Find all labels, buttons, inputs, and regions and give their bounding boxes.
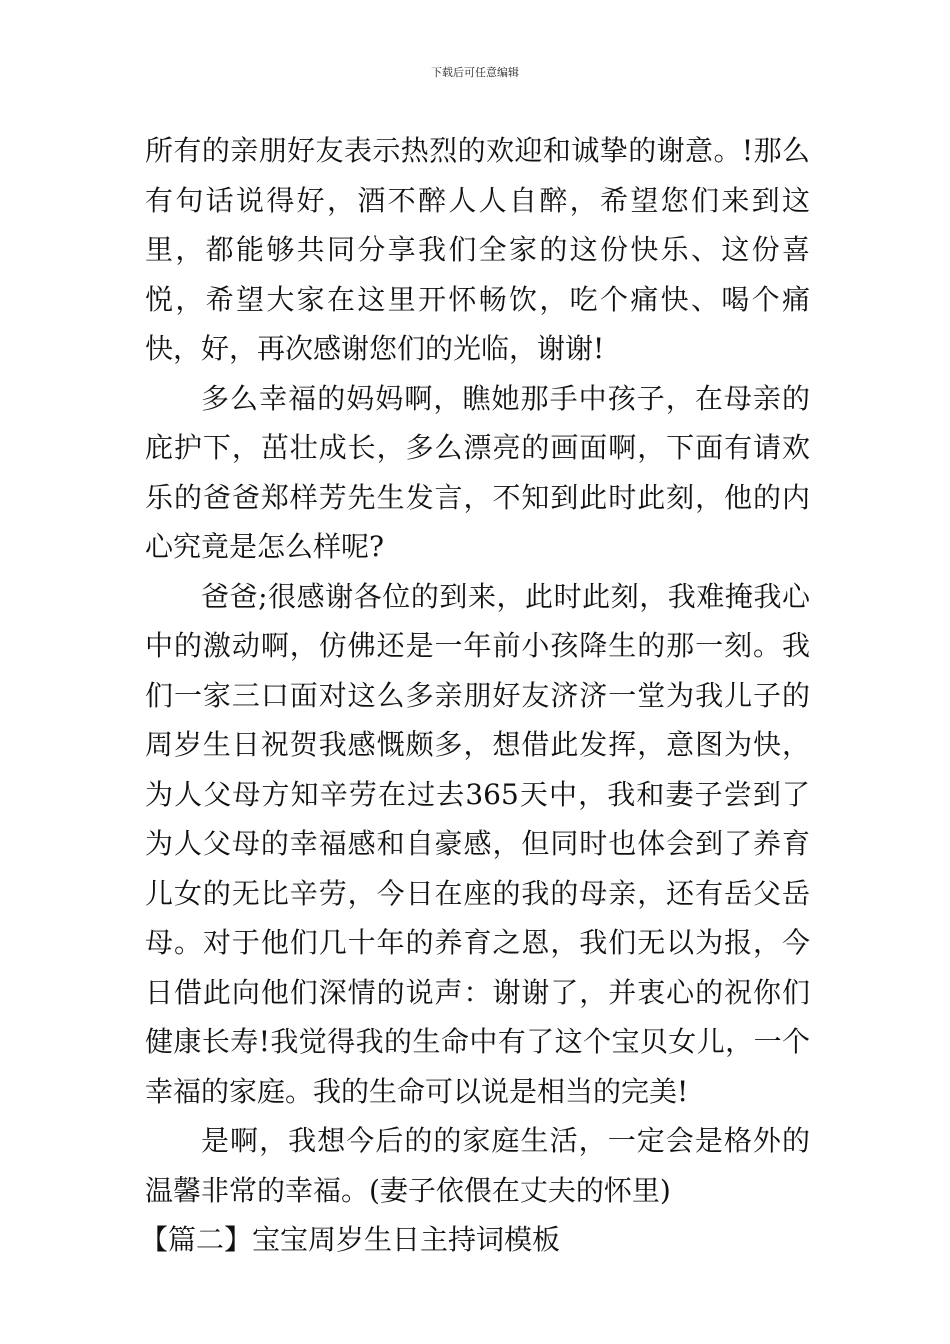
paragraph-welcome-closing: 所有的亲朋好友表示热烈的欢迎和诚挚的谢意。!那么有句话说得好，酒不醉人人自醉，希望您们来到这里，都能够共同分享我们全家的这份快乐、这份喜悦，希望大家在这里开怀畅饮，吃个痛快、喝个痛快，好，再次感谢您们的光临，谢谢!	[145, 134, 810, 365]
paragraph-host-response: 是啊，我想今后的的家庭生活，一定会是格外的温馨非常的幸福。(妻子依偎在丈夫的怀里)	[145, 1124, 810, 1207]
paragraph-mother-intro: 多么幸福的妈妈啊，瞧她那手中孩子，在母亲的庇护下，茁壮成长，多么漂亮的画面啊，下面有请欢乐的爸爸郑样芳先生发言，不知到此时此刻，他的内心究竟是怎么样呢?	[145, 381, 810, 563]
document-body	[140, 126, 810, 1265]
paragraph-father-speech: 爸爸;很感谢各位的到来，此时此刻，我难掩我心中的激动啊，仿佛还是一年前小孩降生的那一刻。我们一家三口面对这么多亲朋好友济济一堂为我儿子的周岁生日祝贺我感慨颇多，想借此发挥，意图为快，为人父母方知辛劳在过去365天中，我和妻子尝到了为人父母的幸福感和自豪感，但同时也体会到了养育儿女的无比辛劳，今日在座的我的母亲，还有岳父岳母。对于他们几十年的养育之恩，我们无以为报，今日借此向他们深情的说声：谢谢了，并衷心的祝你们健康长寿!我觉得我的生命中有了这个宝贝女儿，一个幸福的家庭。我的生命可以说是相当的完美!	[145, 579, 810, 1108]
page-header-note: 下载后可任意编辑	[431, 66, 519, 79]
section-heading: 【篇二】宝宝周岁生日主持词模板	[140, 1223, 561, 1256]
